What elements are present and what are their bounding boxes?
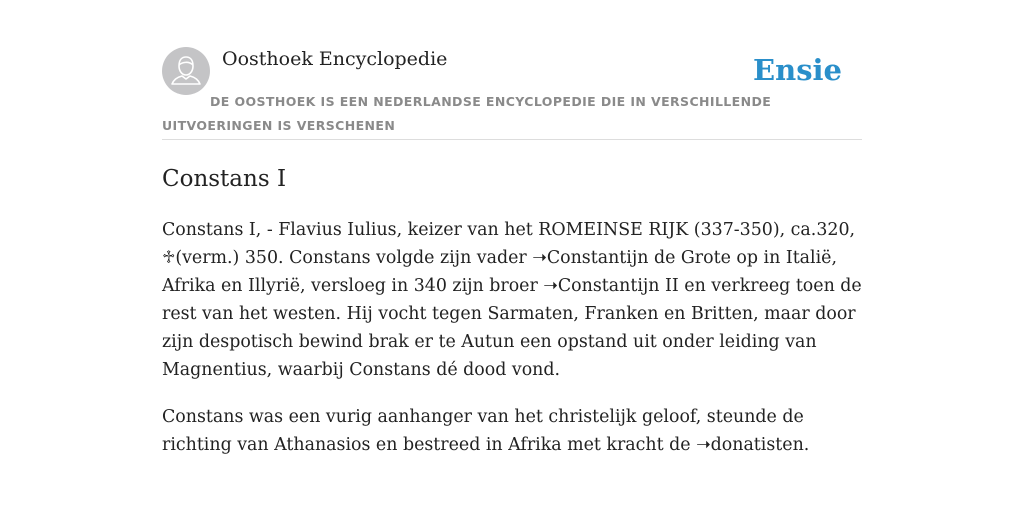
source-tagline: DE OOSTHOEK IS EEN NEDERLANDSE ENCYCLOPEDIE DIE IN VERSCHILLENDE UITVOERINGEN IS VERSCHENEN [162, 94, 772, 133]
article-body [162, 216, 864, 478]
article-paragraph: Constans was een vurig aanhanger van het christelijk geloof, steunde de richting van Athanasios en bestreed in Afrika met kracht de ➝donatisten. [162, 407, 810, 455]
page-title: Constans I [162, 166, 287, 192]
source-name[interactable]: Oosthoek Encyclopedie [222, 48, 448, 70]
source-avatar[interactable] [162, 47, 210, 95]
user-silhouette-icon [162, 47, 210, 95]
article-paragraph: Constans I, - Flavius Iulius, keizer van het ROMEINSE RIJK (337-350), ca.320, ♱(verm.) 350. Constans volgde zijn vader ➝Constantijn de Grote op in Italië, Afrika en Illyrië, versloeg in 340 zijn broer ➝Constantijn II en verkreeg toen de rest van het westen. Hij vocht tegen Sarmaten, Franken en Britten, maar door zijn despotisch bewind brak er te Autun een opstand uit onder leiding van Magnentius, waarbij Constans dé dood vond. [162, 220, 862, 380]
brand-logo[interactable]: Ensie [753, 53, 842, 87]
header-divider [162, 139, 862, 140]
